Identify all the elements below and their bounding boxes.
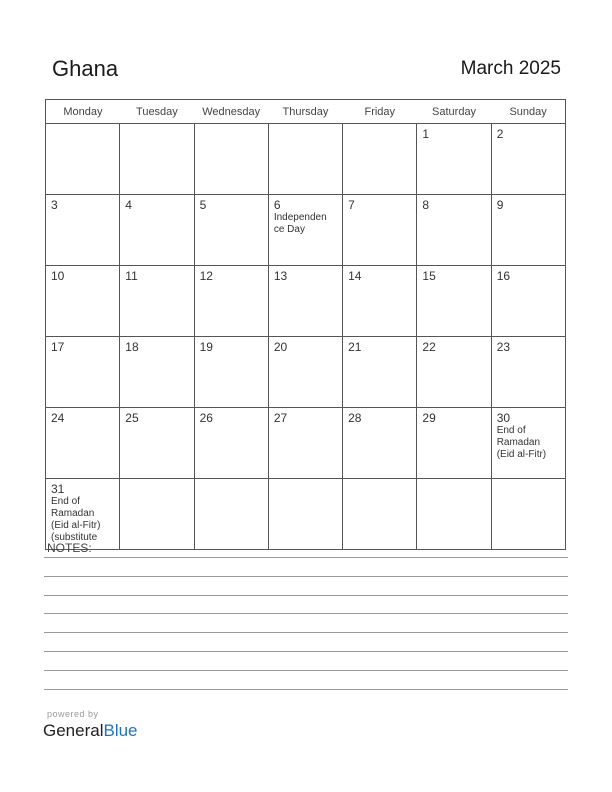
day-cell — [268, 337, 342, 408]
day-cell — [46, 124, 120, 195]
day-cell — [417, 337, 491, 408]
brand-blue: Blue — [103, 721, 138, 740]
day-cell — [120, 479, 194, 550]
day-cell — [491, 124, 565, 195]
day-cell — [343, 124, 417, 195]
day-cell — [343, 479, 417, 550]
day-number: 16 — [496, 269, 511, 283]
day-number: 9 — [496, 198, 504, 212]
day-cell — [268, 479, 342, 550]
weekday-wednesday: Wednesday — [194, 100, 268, 124]
day-number: 14 — [348, 269, 362, 283]
day-number: 4 — [125, 198, 132, 212]
day-number: 22 — [422, 340, 436, 354]
day-cell — [417, 479, 491, 550]
day-number: 18 — [125, 340, 139, 354]
day-cell — [268, 124, 342, 195]
day-number: 1 — [422, 127, 430, 141]
day-number: 17 — [51, 340, 65, 354]
holiday-label: End of Ramadan (Eid al-Fitr) — [496, 425, 547, 460]
week-row — [46, 124, 566, 195]
day-cell — [194, 337, 268, 408]
day-number: 5 — [199, 198, 207, 212]
day-number: 26 — [199, 411, 213, 425]
note-line — [44, 557, 568, 558]
day-cell — [194, 479, 268, 550]
day-cell — [194, 408, 268, 479]
day-number: 2 — [496, 127, 504, 141]
week-row — [46, 195, 566, 266]
brand-general: General — [43, 721, 104, 740]
day-cell — [194, 195, 268, 266]
weekday-tuesday: Tuesday — [120, 100, 194, 124]
weekday-header-row — [46, 100, 566, 124]
day-number: 10 — [51, 269, 65, 283]
day-cell — [343, 337, 417, 408]
week-row — [46, 337, 566, 408]
day-number: 29 — [422, 411, 436, 425]
holiday-label: End of Ramadan (Eid al-Fitr) (substitute — [51, 496, 101, 543]
day-cell — [46, 408, 120, 479]
note-line — [44, 670, 568, 671]
month-title: March 2025 — [460, 58, 561, 79]
weekday-thursday: Thursday — [268, 100, 342, 124]
day-number: 13 — [273, 269, 288, 283]
day-cell — [46, 266, 120, 337]
day-cell — [491, 266, 565, 337]
day-number: 15 — [422, 269, 436, 283]
day-number: 11 — [125, 269, 138, 283]
day-number: 25 — [125, 411, 139, 425]
day-cell — [417, 195, 491, 266]
day-cell — [120, 266, 194, 337]
day-cell — [343, 195, 417, 266]
day-cell — [343, 408, 417, 479]
day-cell — [46, 337, 120, 408]
day-cell — [491, 408, 565, 479]
week-row — [46, 266, 566, 337]
weekday-saturday: Saturday — [417, 100, 491, 124]
day-number: 31 — [51, 482, 65, 496]
day-cell — [268, 408, 342, 479]
weekday-friday: Friday — [343, 100, 417, 124]
holiday-label: Independen ce Day — [273, 212, 327, 235]
weekday-sunday: Sunday — [491, 100, 565, 124]
day-cell — [46, 479, 120, 550]
note-line — [44, 595, 568, 596]
weekday-monday: Monday — [46, 100, 120, 124]
notes-label: NOTES: — [47, 541, 92, 555]
day-cell — [417, 124, 491, 195]
note-line — [44, 689, 568, 690]
day-cell — [491, 479, 565, 550]
day-number: 24 — [51, 411, 65, 425]
day-number: 3 — [51, 198, 58, 212]
day-number: 12 — [199, 269, 213, 283]
calendar-grid — [45, 99, 566, 550]
powered-by-text: powered by — [47, 709, 99, 719]
day-number: 21 — [348, 340, 362, 354]
day-cell — [120, 408, 194, 479]
day-number: 28 — [348, 411, 362, 425]
day-number: 8 — [422, 198, 430, 212]
day-cell — [417, 266, 491, 337]
day-cell — [46, 195, 120, 266]
day-cell — [268, 266, 342, 337]
day-cell — [120, 337, 194, 408]
note-line — [44, 632, 568, 633]
day-cell — [491, 337, 565, 408]
day-number: 23 — [496, 340, 511, 354]
week-row — [46, 479, 566, 550]
note-line — [44, 576, 568, 577]
day-number: 7 — [348, 198, 355, 212]
day-number: 20 — [273, 340, 288, 354]
note-line — [44, 651, 568, 652]
country-title: Ghana — [52, 56, 119, 81]
note-line — [44, 613, 568, 614]
day-number: 30 — [496, 411, 511, 425]
day-cell — [194, 124, 268, 195]
day-cell — [343, 266, 417, 337]
day-cell — [268, 195, 342, 266]
day-number: 27 — [273, 411, 288, 425]
week-row — [46, 408, 566, 479]
day-cell — [417, 408, 491, 479]
day-cell — [491, 195, 565, 266]
brand-logo[interactable] — [43, 721, 138, 741]
day-cell — [194, 266, 268, 337]
day-cell — [120, 195, 194, 266]
day-number: 6 — [273, 198, 281, 212]
day-cell — [120, 124, 194, 195]
day-number: 19 — [199, 340, 213, 354]
